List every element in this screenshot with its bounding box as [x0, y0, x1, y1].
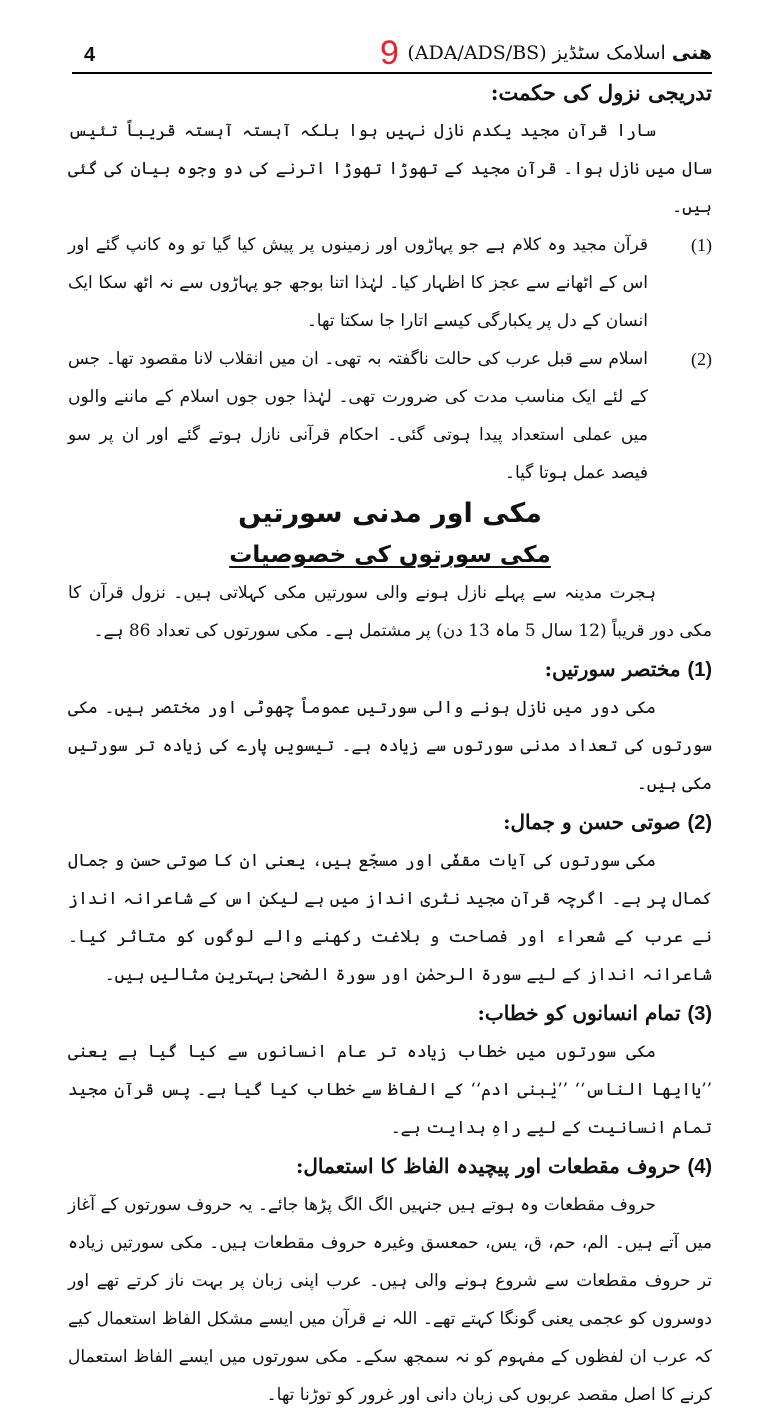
main-heading-makki-madani: مکی اور مدنی سورتیں [238, 498, 542, 529]
feature-paragraph: مکی سورتوں کی آیات مقفّی اور مسجّع ہیں، یعنی ان کا صوتی حسن و جمال کمال پر ہے۔ اگرچہ قرآن مجید نثری انداز میں ہے لیکن اس کے شاعرانہ انداز نے عرب کے شعراء اور فصاحت و بلاغت رکھنے والے لوگوں کو متاثر کیا۔ شاعرانہ انداز کے لیے سورۃ الرحمٰن اور سورۃ الضحیٰ بہترین مثالیں ہیں۔ [68, 851, 712, 985]
item-text: قرآن مجید وہ کلام ہے جو پہاڑوں اور زمینوں پر پیش کیا گیا تو وہ کانپ گئے اور اس کے اٹھانے سے عجز کا اظہار کیا۔ لہٰذا اتنا بوجھ جو پہاڑوں سے نہ اٹھ سکا ایک انسان کے دل پر یکبارگی کیسے اتارا جا سکتا تھا۔ [68, 235, 648, 331]
page-header [72, 34, 712, 72]
feature-number: (3) [687, 1003, 712, 1025]
feature-heading [68, 994, 712, 1033]
feature-number: (4) [687, 1156, 712, 1178]
feature-number: (1) [687, 659, 712, 681]
makki-intro-paragraph: ہجرت مدینہ سے پہلے نازل ہونے والی سورتیں مکی کہلاتی ہیں۔ نزول قرآن کا مکی دور قریباً (12 سال 5 ماہ 13 دن) پر مشتمل ہے۔ مکی سورتوں کی تعداد 86 ہے۔ [68, 583, 712, 641]
feature-title: مختصر سورتیں: [544, 657, 681, 681]
sub-heading-makki-features: مکی سورتوں کی خصوصیات [229, 542, 551, 568]
item-number: (2) [691, 349, 712, 369]
feature-number: (2) [687, 812, 712, 834]
book-title-bold: ھنی [671, 42, 712, 64]
feature-paragraph: مکی دور میں نازل ہونے والی سورتیں عموماً چھوٹی اور مختصر ہیں۔ مکی سورتوں کی تعداد مدنی سورتوں سے زیادہ ہے۔ تیسویں پارے کی زیادہ تر سورتیں مکی ہیں۔ [68, 698, 712, 794]
feature-paragraph: حروف مقطعات وہ ہوتے ہیں جنہیں الگ الگ پڑھا جائے۔ یہ حروف سورتوں کے آغاز میں آتے ہیں۔ الم، حم، ق، یس، حمعسق وغیرہ حروف مقطعات ہیں۔ مکی سورتیں زیادہ تر حروف مقطعات سے شروع ہونے والی ہیں۔ عرب اپنی زبان پر بہت ناز کرتے تھے اور دوسروں کو عجمی یعنی گونگا کہتے تھے۔ اللہ نے قرآن میں ایسے مشکل الفاظ استعمال کیے کہ عرب ان لفظوں کے مفہوم کو نہ سمجھ سکے۔ مکی سورتوں میں ایسے الفاظ استعمال کرنے کا اصل مقصد عربوں کی زبان دانی اور غرور کو توڑنا تھا۔ [68, 1195, 712, 1405]
list-item [68, 226, 712, 340]
section-heading-gradual-revelation: تدریجی نزول کی حکمت: [490, 80, 712, 105]
list-item [68, 340, 712, 492]
book-title-rest: اسلامک سٹڈیز (ADA/ADS/BS) [407, 42, 666, 64]
section-intro-paragraph: سارا قرآن مجید یکدم نازل نہیں ہوا بلکہ آہستہ آہستہ قریباً تئیس سال میں نازل ہوا۔ قرآن مجید کے تھوڑا تھوڑا اترنے کی دو وجوہ بیان کی گئی ہیں۔ [68, 121, 712, 217]
item-text: اسلام سے قبل عرب کی حالت ناگفتہ بہ تھی۔ ان میں انقلاب لانا مقصود تھا۔ جس کے لئے ایک مناسب مدت کی ضرورت تھی۔ لہٰذا جوں جوں اسلام کے ماننے والوں میں عملی استعداد پیدا ہوتی گئی۔ احکام قرآنی نازل ہوتے گئے اور ان پر سو فیصد عمل ہوتا گیا۔ [68, 349, 648, 483]
page-number: 4 [84, 44, 96, 66]
item-number: (1) [691, 235, 712, 255]
book-title [407, 42, 712, 64]
red-annotation-number: 9 [380, 34, 399, 72]
feature-heading [68, 803, 712, 842]
feature-title: صوتی حسن و جمال: [503, 810, 681, 834]
feature-paragraph: مکی سورتوں میں خطاب زیادہ تر عام انسانوں سے کیا گیا ہے یعنی ’’یاایھا الناس‘‘ ’’یٰبنی ادم‘‘ کے الفاظ سے خطاب کیا گیا ہے۔ پس قرآن مجید تمام انسانیت کے لیے راہِ ہدایت ہے۔ [68, 1042, 712, 1138]
page-content [68, 74, 712, 1414]
feature-heading [68, 650, 712, 689]
feature-title: تمام انسانوں کو خطاب: [477, 1001, 681, 1025]
feature-title: حروف مقطعات اور پیچیدہ الفاظ کا استعمال: [296, 1154, 681, 1178]
feature-heading [68, 1147, 712, 1186]
